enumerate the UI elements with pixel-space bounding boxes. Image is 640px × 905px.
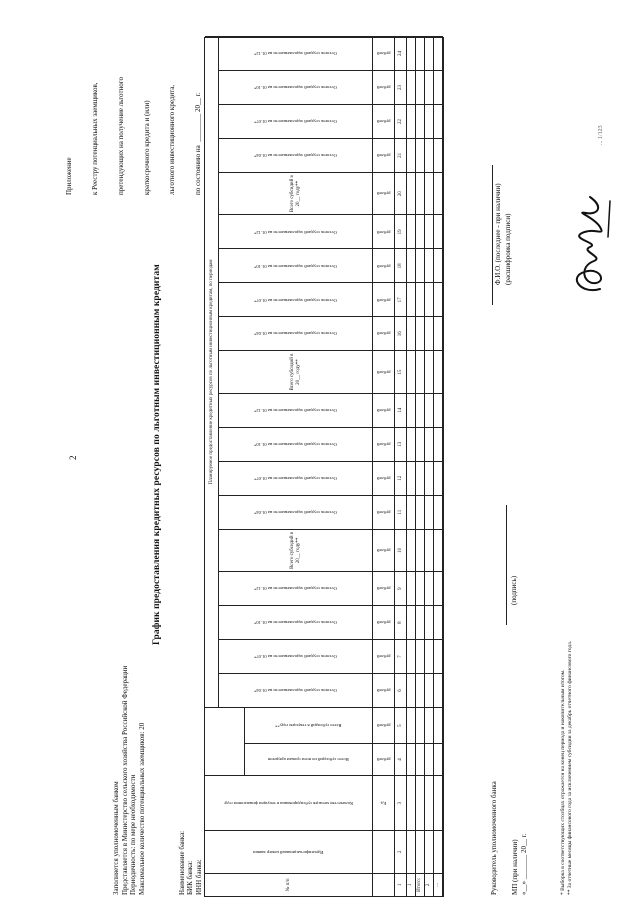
unit-cell-text: рублей [376,620,391,626]
header-balance [219,316,373,350]
unit-cell [373,36,395,70]
unit-cell-text: рублей [376,723,391,729]
table-row-2 [425,172,434,214]
table-row-2 [425,707,434,743]
table-row-total [416,427,425,461]
table-row-2 [425,248,434,282]
table-row-1 [407,775,416,830]
unit-cell [373,707,395,743]
column-number-text: 6 [397,689,403,692]
table-row-1 [407,316,416,350]
table-row-2-text: 2 [426,883,431,887]
header-no [205,873,373,896]
column-number-text: 22 [397,118,403,124]
table-row-2 [425,461,434,495]
column-number-text: 8 [397,621,403,624]
unit-cell [373,639,395,673]
table-row-more [434,707,443,743]
table-row-total [416,248,425,282]
unit-cell [373,529,395,571]
table-row-more [434,639,443,673]
column-number [395,214,407,248]
unit-cell-text: рублей [376,191,391,197]
table-row-1 [407,673,416,707]
column-number-text: 16 [397,331,403,337]
appendix-line: претендующих на получение льготного [116,77,125,195]
table-row-more [434,571,443,605]
footnotes [560,641,574,895]
header-balance [219,495,373,529]
table-row-more [434,248,443,282]
column-number [395,350,407,392]
header-balance [219,639,373,673]
header-qty-text: Количество месяцев субсидирования в текущем финансовом году [224,800,353,806]
unit-cell-text: Ед. [380,800,387,806]
column-number [395,393,407,427]
table-row-1 [407,461,416,495]
table-row-more [434,529,443,571]
header-year-total [219,350,373,392]
table-row-total [416,873,425,896]
header-id [205,830,373,872]
header-balance-text: Остаток ссудной задолженности на 01.07* [254,119,337,125]
unit-cell-text: рублей [376,475,391,481]
meta-line: Представляется в Министерство сельского хозяйства Российской Федерации [120,665,129,895]
column-number [395,138,407,172]
column-number [395,743,407,775]
table-row-1 [407,873,416,896]
unit-cell [373,248,395,282]
table-row-2 [425,316,434,350]
table-row-more [434,775,443,830]
date-field: «__» _______ 20__ г. [520,833,528,895]
appendix-line: краткосрочного кредита и (или) [142,100,151,195]
unit-cell [373,104,395,138]
table-row-total [416,529,425,571]
table-row-total [416,36,425,70]
table-row-2 [425,214,434,248]
column-number-text: 12 [397,475,403,481]
table-row-2 [425,673,434,707]
column-number-text: 23 [397,84,403,90]
column-number [395,775,407,830]
table-row-more [434,673,443,707]
unit-cell-text: рублей [376,586,391,592]
table-row-more [434,495,443,529]
header-balance-text: Остаток ссудной задолженности на 01.04* [254,688,337,694]
column-number [395,316,407,350]
table-row-1 [407,172,416,214]
column-number [395,427,407,461]
unit-cell [373,873,395,896]
fio-caption: Ф.И.О. (последнее - при наличии) [494,183,502,285]
header-balance [219,282,373,316]
table-row-total [416,316,425,350]
column-number [395,248,407,282]
table-row-1 [407,495,416,529]
appendix-line: Приложение [65,157,74,195]
meta-line: Периодичность: по мере необходимости [129,774,138,895]
table-row-1 [407,350,416,392]
column-number [395,529,407,571]
table-row-total [416,172,425,214]
header-balance-text: Остаток ссудной задолженности на 01.12* [254,229,337,235]
header-balance-text: Остаток ссудной задолженности на 01.10* [254,85,337,91]
column-number-text: 1 [397,883,403,887]
table-row-1-text: 1 [408,883,413,887]
signature-block [490,781,529,895]
header-group-planned-text: Планируемое предоставление кредитных ресурсов по льготным инвестиционным кредитам, по периодам [208,259,214,485]
unit-cell [373,743,395,775]
header-balance [219,393,373,427]
column-number [395,873,407,896]
header-balance [219,104,373,138]
bank-inn-label: ИНН банка: [194,859,203,895]
table-row-total [416,495,425,529]
table-row-1 [407,743,416,775]
column-number-text: 19 [397,229,403,235]
header-balance-text: Остаток ссудной задолженности на 01.12* [254,407,337,413]
table-row-more-text: ... [435,882,440,887]
table-row-more [434,427,443,461]
column-number [395,639,407,673]
bank-bik-label: БИК банка: [186,860,195,895]
header-group-planned [205,36,219,707]
unit-cell [373,571,395,605]
unit-cell [373,282,395,316]
table-row-more [434,104,443,138]
header-total-subsidy-text: Всего субсидий по всем срокам кредитов [268,757,349,763]
unit-cell [373,350,395,392]
column-number-text: 15 [397,369,403,375]
table-row-total-text: Итого: [417,877,422,892]
header-year-total-text: Всего субсидий в 20__ году** [289,531,301,569]
column-number-text: 10 [397,547,403,553]
column-number [395,172,407,214]
unit-cell-text: рублей [376,229,391,235]
column-number-text: 17 [397,297,403,303]
header-balance-text: Остаток ссудной задолженности на 01.10* [254,263,337,269]
unit-cell [373,172,395,214]
table-row-more [434,36,443,70]
header-id-text: Идентифи-кационный номер заявки [253,849,324,855]
unit-cell [373,673,395,707]
footnote: ** За отчетные месяцы финансового года за исключением субсидии за декабрь отчетного финансового года. [567,640,573,895]
header-year-total [219,172,373,214]
unit-cell-text: рублей [376,85,391,91]
table-row-total [416,393,425,427]
header-balance-text: Остаток ссудной задолженности на 01.10* [254,620,337,626]
unit-cell-text: рублей [376,654,391,660]
signature-line [506,505,507,625]
fio-line [492,165,493,305]
unit-cell-text: рублей [376,153,391,159]
table-row-more [434,461,443,495]
table-row-total [416,707,425,743]
column-number-text: 2 [397,850,403,854]
table-row-total [416,743,425,775]
table-row-1 [407,830,416,872]
table-row-more [434,316,443,350]
unit-cell [373,316,395,350]
unit-cell-text: рублей [376,688,391,694]
table-row-total [416,830,425,872]
header-year-total-text: Всего субсидий в 20__ году** [289,353,301,391]
document-title: График предоставления кредитных ресурсов по льготным инвестиционным кредитам [152,264,162,645]
appendix-note [48,77,220,195]
header-year-total [219,529,373,571]
table-row-2 [425,571,434,605]
table-row-total [416,104,425,138]
fio-decrypt-caption: (расшифровка подписи) [504,213,512,285]
header-balance [219,571,373,605]
column-number [395,282,407,316]
column-number [395,104,407,138]
header-balance-text: Остаток ссудной задолженности на 01.12* [254,586,337,592]
table-row-2 [425,873,434,896]
table-row-1 [407,138,416,172]
table-row-2 [425,529,434,571]
column-number-text: 9 [397,587,403,590]
table-row-2 [425,605,434,639]
table-row-2 [425,70,434,104]
unit-cell [373,775,395,830]
form-meta [112,666,146,895]
table-row-more [434,393,443,427]
table-row-2 [425,282,434,316]
header-balance [219,138,373,172]
column-number [395,495,407,529]
column-number-text: 4 [397,758,403,761]
table-row-2 [425,427,434,461]
unit-cell [373,427,395,461]
meta-line: Максимальное количество потенциальных заемщиков: 20 [137,722,146,895]
unit-cell-text: рублей [376,757,391,763]
column-number-text: 24 [397,51,403,56]
unit-cell [373,393,395,427]
header-balance [219,605,373,639]
unit-cell-text: рублей [376,51,391,57]
table-row-2 [425,495,434,529]
header-total-subsidy [245,743,373,775]
header-total-current-text: Всего субсидий в текущем году** [275,723,342,729]
head-of-bank-label: Руководитель уполномоченного банка [490,781,498,895]
table-row-total [416,605,425,639]
signature-caption: (подпись) [510,575,518,605]
footnote: * Выборка в соответствующих столбцах отражается на конец периода и накопительным итогом. [560,669,566,895]
table-row-more [434,282,443,316]
column-number [395,461,407,495]
unit-cell [373,830,395,872]
table-row-total [416,350,425,392]
table-row-1 [407,707,416,743]
column-number-text: 14 [397,407,403,413]
table-row-2 [425,830,434,872]
table-row-total [416,70,425,104]
header-balance-text: Остаток ссудной задолженности на 01.07* [254,297,337,303]
header-total-current [245,707,373,743]
unit-cell-text: рублей [376,331,391,337]
handwritten-signature [560,187,620,297]
schedule-table [204,37,444,897]
table-row-total [416,775,425,830]
unit-cell-text: рублей [376,119,391,125]
table-row-2 [425,639,434,673]
header-balance-text: Остаток ссудной задолженности на 01.10* [254,441,337,447]
header-balance-text: Остаток ссудной задолженности на 01.04* [254,153,337,159]
header-balance-text: Остаток ссудной задолженности на 01.07* [254,475,337,481]
column-number-text: 13 [397,441,403,447]
column-number-text: 18 [397,263,403,269]
table-row-1 [407,248,416,282]
header-year-total-text: Всего субсидий в 20__ году** [289,175,301,213]
table-row-more [434,350,443,392]
column-number [395,707,407,743]
unit-cell-text: рублей [376,548,391,554]
header-balance-text: Остаток ссудной задолженности на 01.12* [254,51,337,57]
table-row-more [434,138,443,172]
table-row-more [434,214,443,248]
header-balance [219,70,373,104]
unit-cell-text: рублей [376,441,391,447]
unit-cell-text: рублей [376,509,391,515]
column-number [395,70,407,104]
table-row-more [434,70,443,104]
table-row-2 [425,138,434,172]
bank-info [178,831,203,895]
table-row-total [416,461,425,495]
appendix-line: по состоянию на ________ 20__ г. [194,92,203,195]
unit-cell [373,495,395,529]
table-row-total [416,571,425,605]
table-row-2 [425,743,434,775]
table-row-1 [407,282,416,316]
column-number-text: 20 [397,191,403,197]
table-row-total [416,639,425,673]
column-number [395,605,407,639]
header-balance [219,248,373,282]
seal-label: МП (при наличии) [511,839,519,895]
header-balance [219,673,373,707]
appendix-line: к Реестру потенциальных заемщиков, [90,82,99,195]
table-row-1 [407,393,416,427]
table-row-more [434,830,443,872]
bank-name-label: Наименование банка: [178,830,186,895]
header-balance-text: Остаток ссудной задолженности на 01.04* [254,331,337,337]
table-row-2 [425,36,434,70]
unit-cell [373,138,395,172]
table-row-total [416,282,425,316]
column-number-text: 21 [397,152,403,158]
header-balance [219,427,373,461]
table-row-total [416,214,425,248]
header-balance [219,461,373,495]
unit-cell-text: рублей [376,369,391,375]
column-number [395,830,407,872]
header-no-text: № п/п [285,878,291,892]
page-number: 2 [68,455,78,460]
table-row-more [434,743,443,775]
table-row-2 [425,350,434,392]
table-row-1 [407,605,416,639]
table-row-1 [407,639,416,673]
table-row-1 [407,36,416,70]
table-row-total [416,673,425,707]
unit-cell-text: рублей [376,263,391,269]
header-balance [219,214,373,248]
header-balance [219,36,373,70]
table-row-1 [407,427,416,461]
appendix-line: льготного инвестиционного кредита, [168,84,177,195]
column-number-text: 7 [397,655,403,658]
table-row-1 [407,214,416,248]
header-balance-text: Остаток ссудной задолженности на 01.07* [254,654,337,660]
table-row-total [416,138,425,172]
table-row-more [434,605,443,639]
header-balance-text: Остаток ссудной задолженности на 01.04* [254,509,337,515]
table-row-1 [407,70,416,104]
column-number-text: 3 [397,801,403,805]
table-row-1 [407,571,416,605]
table-row-more [434,873,443,896]
unit-cell [373,70,395,104]
column-number-text: 5 [397,724,403,727]
header-qty [205,775,373,830]
stamp-note: ... 1/123 [598,125,604,145]
column-number [395,36,407,70]
table-row-1 [407,529,416,571]
unit-cell [373,214,395,248]
table-row-more [434,172,443,214]
header-spacer [205,707,245,775]
unit-cell [373,605,395,639]
table-row-2 [425,775,434,830]
meta-line: Заполняется уполномоченным банком [112,781,120,895]
column-number [395,571,407,605]
table-row-2 [425,393,434,427]
table-row-1 [407,104,416,138]
column-number [395,673,407,707]
unit-cell [373,461,395,495]
table-row-2 [425,104,434,138]
unit-cell-text: рублей [376,407,391,413]
column-number-text: 11 [397,509,403,515]
unit-cell-text: рублей [376,297,391,303]
